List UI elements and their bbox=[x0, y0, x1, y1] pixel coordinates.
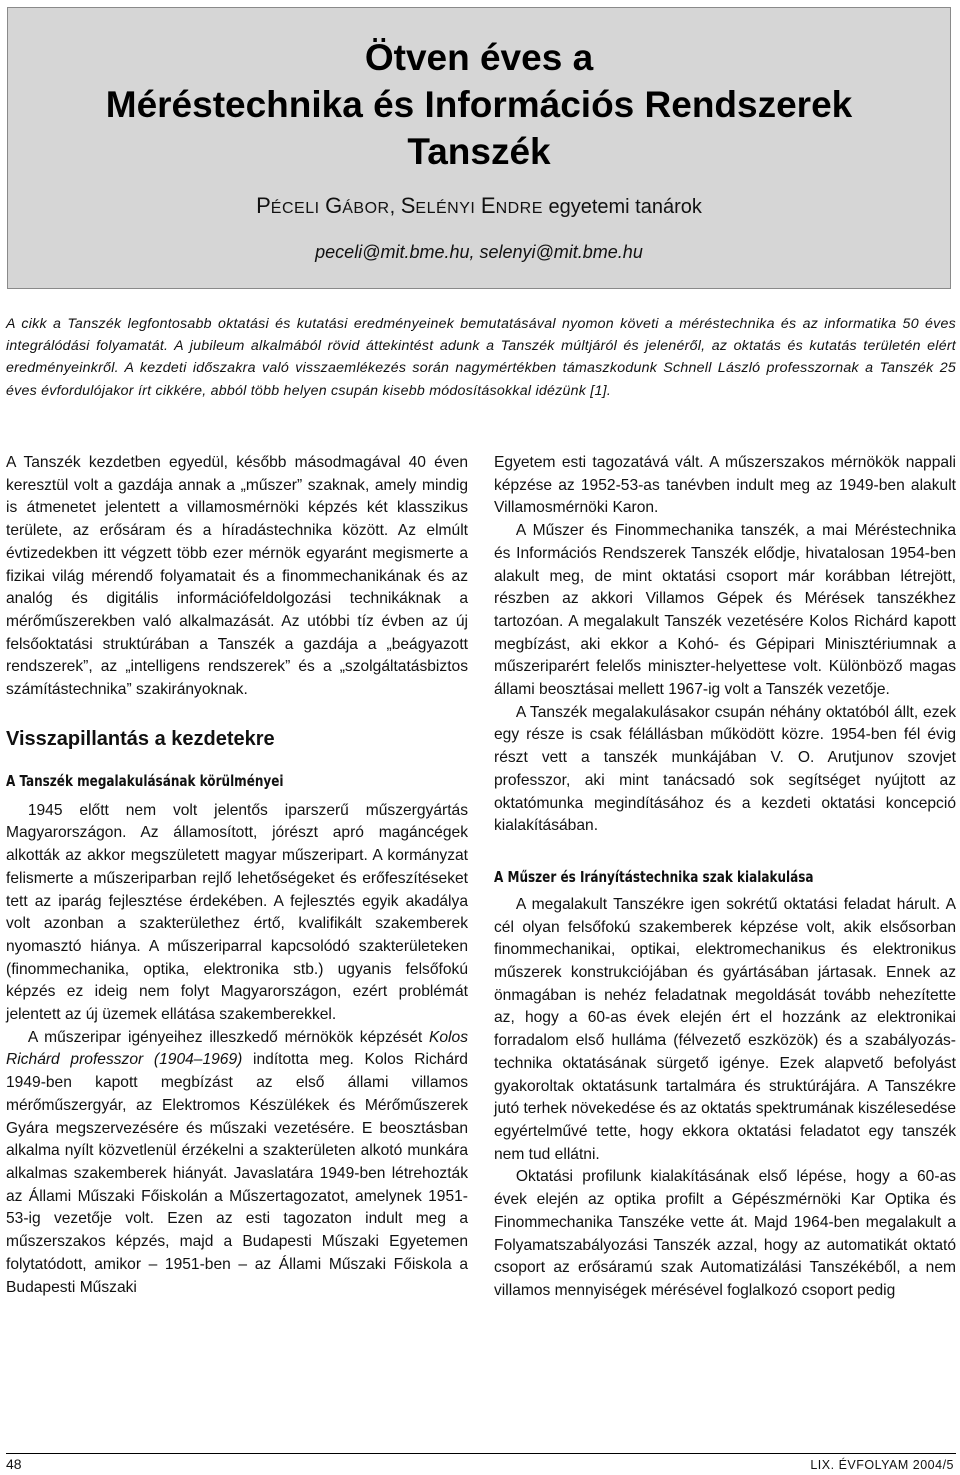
author1-initial: P bbox=[256, 193, 271, 218]
body-paragraph: A Tanszék megalakulásakor csupán néhány oktatóból állt, ezek egy része is csak félállásban működött közre. 1954-ben fél évig részt vett a tanszék munkájában V. O. Arutjunov szovjet professzor, aki mint tanácsadó sok segítséget nyújtott az oktatómunka megindításához és a kezdeti oktatási koncepció kialakításában. bbox=[494, 703, 956, 835]
body-paragraph: 1945 előtt nem volt jelentős iparszerű műszergyártás Magyarországon. Az államosított, jórészt apró magáncégek alkották az akkor megszületett magyar műszeripart. A kormányzat felismerte a műszeriparban rejlő lehetőségeket és erőfeszítéseket tett az iparág fejlesztése érdekében. A fejlesztés egyik akadálya volt azonban a szakterülethez értő, kvalifikált szakemberek nyomasztó hiánya. A műszeriparral kapcsolódó szakterületeken (finommechanika, optika, elektronika stb.) ugyanis felsőfokú képzés ez ideig nem folyt Magyarországon, ezért problémát jelentett az új üzemek ellátása szakemberekkel. bbox=[6, 801, 468, 1024]
abstract bbox=[6, 313, 956, 402]
author-emails: peceli@mit.bme.hu, selenyi@mit.bme.hu bbox=[315, 242, 643, 262]
left-column bbox=[6, 452, 468, 1299]
body-paragraph bbox=[6, 1027, 468, 1299]
paragraph-text: A műszeripar igényeihez illeszkedő mérnökök képzését bbox=[27, 1028, 429, 1046]
author2-given-initial: E bbox=[480, 193, 496, 218]
author1-surname-rest: ÉCELI bbox=[270, 200, 320, 217]
paragraph-text: indította meg. Kolos Richárd 1949-ben kapott megbízást az első állami villamos mérőműszergyár, az Elektromos Készülékek és Mérőműszerek Gyára megszervezésére és műszaki vezetésére. E beosztásban alkalma nyílt közvetlenül érzékelni a szakterületen alkotó munkára alkalmas szakemberek hiányát. Javaslatára 1949-ben létrehozták az Állami Műszaki Főiskolán a Műszertagozatot, amelynek 1951-53-ig vezetője volt. Ezen az esti tagozaton indult meg a műszerszakos képzés, majd a Budapesti Műszaki Egyetemen folytatódott, amikor – 1951-ben – az Állami Műszaki Főiskola a Budapesti Műszaki bbox=[6, 1051, 468, 1296]
intro-paragraph: A Tanszék kezdetben egyedül, később másodmagával 40 éven keresztül volt a gazdája annak a „műszer” szaknak, amely mindig is átmenetet jelentett a villamosmérnöki képzés két klasszikus területe, az erősáram és a híradástechnika között. Az elmúlt évtizedekben itt végzett több ezer mérnök egyaránt megismerte a fizikai világ mérendő folyamatait és a finommechanikának és az analóg és digitális információfeldolgozási technikáknak a mérőműszerekben való alkalmazását. Az utóbbi tíz évben az új felsőoktatási struktúrában a Tanszék a gazdája a „beágyazott rendszerek”, az „intelligens rendszerek” és a „szolgáltatásbiztos számítástechnika” szakirányoknak. bbox=[6, 454, 468, 699]
title-line-2: Méréstechnika és Információs Rendszerek bbox=[105, 84, 853, 125]
title-line-1: Ötven éves a bbox=[364, 37, 594, 78]
author2-surname-rest: ELÉNYI bbox=[415, 200, 476, 217]
abstract-text: A cikk a Tanszék legfontosabb oktatási és kutatási eredményeinek bemutatásával nyomon követi a méréstechnika és az informatika 50 éves integrálódási folyamatát. A jubileum alkalmából rövid áttekintést adunk a Tanszék múltjáról és jelenéről, az oktatás és kutatás területén elért eredményeinkről. A kezdeti időszakra való visszaemlékezés során nagymértékben támaszkodunk Schnell László professzornak a Tanszék 25 éves évfordulójakor írt cikkére, abból több helyen csupán kisebb módosításokkal idézünk [1]. bbox=[6, 316, 956, 399]
author1-given-initial: G bbox=[325, 193, 343, 218]
body-paragraph: Oktatási profilunk kialakításának első lépése, hogy a 60-as évek elején az optika profilt a Gépészmérnöki Kar Optika és Finommechanika Tanszéke vette át. Majd 1964-ben megalakult a Folyamatszabályozási Tanszék azzal, hogy az automatikát oktató csoport az erősáramú szak Automatizálási Tanszékéből, a nem villamos mennyiségek mérésével foglalkozó csoport pedig bbox=[494, 1168, 956, 1299]
title-line-3: Tanszék bbox=[407, 131, 551, 172]
footer-divider bbox=[6, 1453, 956, 1454]
page-number: 48 bbox=[6, 1456, 22, 1472]
author2-given-rest: NDRE bbox=[495, 200, 543, 217]
article-title bbox=[8, 34, 950, 175]
subsection-heading: A Műszer és Irányítástechnika szak kialakulása bbox=[494, 867, 814, 886]
journal-issue: LIX. ÉVFOLYAM 2004/5 bbox=[810, 1458, 954, 1472]
right-column bbox=[494, 452, 956, 1303]
author2-initial: S bbox=[400, 193, 416, 218]
subsection-heading: A Tanszék megalakulásának körülményei bbox=[6, 771, 284, 790]
body-paragraph: A megalakult Tanszékre igen sokrétű oktatási feladat hárult. A cél olyan felsőfokú szakemberek képzése volt, akik elsősorban finommechanikai, optikai, elektromechanikus és elektronikus műszerek konstrukciójában és gyártásában jártasak. Ennek az önmagában is nehéz feladatnak megoldását tovább nehezítette az, hogy a 60-as évek elején ért el hozzánk az elektronikai forradalom első hulláma (félvezető eszközök) és a szabályozás-technika oktatásának sürgető igénye. Ezek alapvető befolyást gyakoroltak oktatásunk tartalmára és struktúrájára. A Tanszékre jutó terhek növekedése és az oktatás spektrumának kiszélesedése egyértelművé tette, hogy ekkora oktatási feladatot egy tanszék nem tud ellátni. bbox=[494, 895, 957, 1163]
author-line: PÉCELI GÁBOR, SELÉNYI ENDRE egyetemi tanárok bbox=[256, 193, 702, 218]
title-banner bbox=[7, 7, 951, 289]
body-paragraph: Egyetem esti tagozatává vált. A műszerszakos mérnökök nappali képzése az 1952-53-as tanévben indult meg az 1949-ben alakult Villamosmérnöki Karon. bbox=[494, 454, 956, 517]
section-heading: Visszapillantás a kezdetekre bbox=[6, 727, 275, 750]
author1-given-rest: ÁBOR bbox=[342, 200, 390, 217]
author-role: egyetemi tanárok bbox=[548, 196, 702, 218]
italic-name: Kolos Richárd professzor (1904–1969) bbox=[6, 1028, 468, 1069]
body-paragraph: A Műszer és Finommechanika tanszék, a mai Méréstechnika és Információs Rendszerek Tanszék elődje, hivatalosan 1954-ben alakult meg, de mint oktatási csoport már korábban létrejött, részben az akkori Villamos Gépek és Mérések tanszékhez tartozóan. A megalakult Tanszék vezetésére Kolos Richárd kapott megbízást, aki ekkor a Kohó- és Gépipari Minisztériumnak a műszeriparért felelős miniszter-helyettese volt. Különböző magas állami beosztásai mellett 1967-ig volt a Tanszék vezetője. bbox=[494, 522, 956, 699]
